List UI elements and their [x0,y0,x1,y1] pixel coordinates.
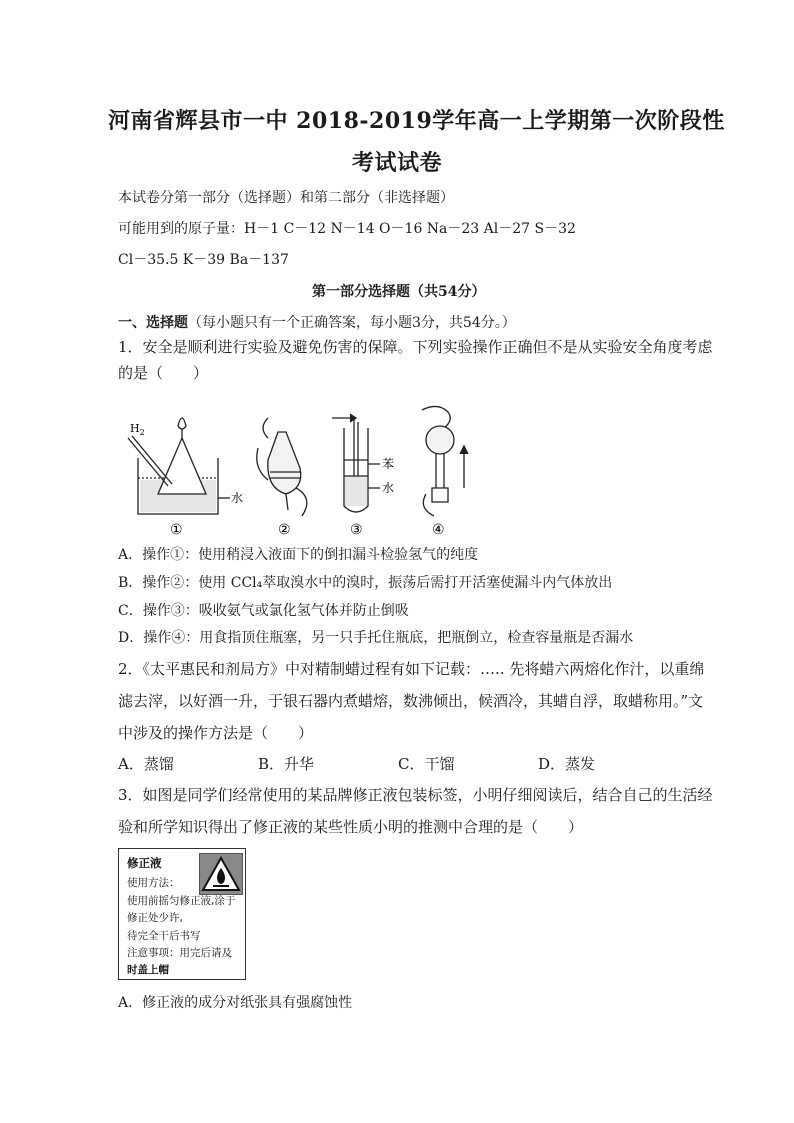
flammable-warning-icon [199,853,243,895]
intro-line-atomic-mass-cont: Cl－35.5 K－39 Ba－137 [118,252,289,268]
q2-option-c: C．干馏 [398,755,455,773]
exam-title-line1: 河南省辉县市一中 2018-2019学年高一上学期第一次阶段性 [108,108,725,134]
q1-stem-line2: 的是（ ） [118,364,209,382]
label-usage-line2: 修正处少许, [127,912,183,924]
label-usage-heading: 使用方法： [127,877,180,889]
figure-number-3: ③ [350,522,363,538]
section-one-label: 一、选择题 [118,315,188,331]
q1-option-b: B．操作②：使用 CCl₄萃取溴水中的溴时，振荡后需打开活塞使漏斗内气体放出 [118,575,613,591]
q2-stem-line1: 2．《太平惠民和剂局方》中对精制蜡过程有如下记载：….. 先将蜡六两熔化作汁，以重绵 [118,660,705,678]
figure-number-2: ② [278,522,291,538]
q2-stem-line3: 中涉及的操作方法是（ ） [118,724,314,742]
q3-stem-line1: 3．如图是同学们经常使用的某品牌修正液包装标签，小明仔细阅读后，结合自己的生活经 [118,786,713,804]
label-usage-line3: 待完全干后书写 [127,930,201,942]
q3-stem-line2: 验和所学知识得出了修正液的某些性质小明的推测中合理的是（ ） [118,818,584,836]
apparatus-3-absorption-tube [332,414,380,512]
exam-title-line2: 考试试卷 [352,150,443,176]
q3-option-a: A．修正液的成分对纸张具有强腐蚀性 [118,995,353,1011]
benzene-label: 苯 [382,457,395,471]
correction-fluid-label [118,848,246,980]
q1-option-c: C．操作③：吸收氨气或氯化氢气体并防止倒吸 [118,603,409,619]
water-label-1: 水 [231,491,244,505]
part1-heading: 第一部分选择题（共54分） [312,284,486,300]
q1-stem-line1: 1．安全是顺利进行实验及避免伤害的保障。下列实验操作正确但不是从实验安全角度考虑 [118,338,713,356]
figure-number-4: ④ [432,522,445,538]
section-one-note: （每小题只有一个正确答案，每小题3分，共54分。） [188,315,516,331]
label-caution-line2: 时盖上帽 [127,964,169,976]
water-label-3: 水 [382,481,395,495]
q1-option-a: A．操作①：使用稍浸入液面下的倒扣漏斗检验氢气的纯度 [118,547,479,563]
q2-stem-line2: 滤去滓，以好酒一升，于银石器内煮蜡熔，数沸倾出，候酒冷，其蜡自浮，取蜡称用。”文 [118,692,704,710]
intro-line-structure: 本试卷分第一部分（选择题）和第二部分（非选择题） [118,190,454,206]
label-caution-line1: 注意事项：用完后请及 [127,947,232,959]
section-one-heading [118,312,516,332]
q1-apparatus-figure [118,398,478,540]
figure-number-1: ① [170,522,183,538]
q1-option-d: D．操作④：用食指顶住瓶塞，另一只手托住瓶底，把瓶倒立，检查容量瓶是否漏水 [118,630,634,646]
h2-label: $H_2$ [130,422,145,437]
q2-option-a: A．蒸馏 [118,755,174,773]
label-usage-line1: 使用前摇匀修正液,涂于 [127,895,236,907]
q2-option-b: B．升华 [258,755,315,773]
apparatus-4-volumetric-flask [422,406,468,516]
apparatus-2-separatory-funnel [257,418,307,516]
q2-option-d: D．蒸发 [538,755,596,773]
label-title: 修正液 [127,856,162,870]
intro-line-atomic-mass: 可能用到的原子量：H－1 C－12 N－14 O－16 Na－23 Al－27 S－32 [118,221,576,237]
